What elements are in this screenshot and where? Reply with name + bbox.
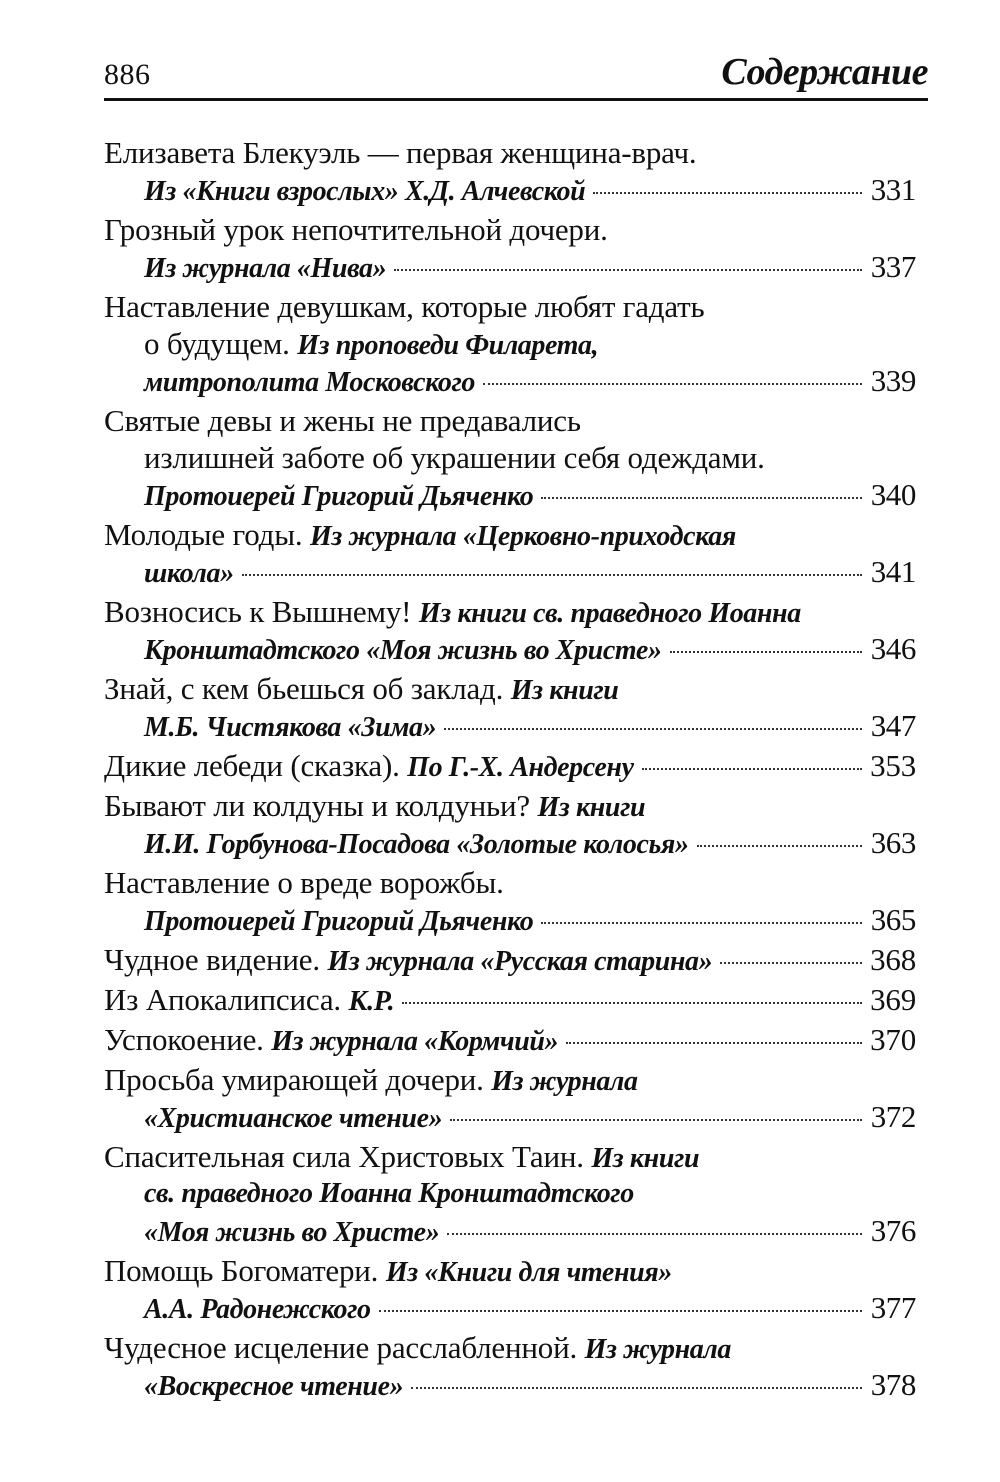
table-of-contents bbox=[104, 134, 916, 1406]
entry-title: Из Апокалипсиса. bbox=[104, 982, 341, 1017]
entry-source: Из «Книги для чтения» bbox=[385, 1257, 672, 1288]
entry-page-number: 339 bbox=[870, 363, 916, 398]
entry-title: Знай, с кем бьешься об заклад. bbox=[104, 671, 504, 706]
entry-source: Из книги св. праведного Иоанна bbox=[418, 598, 801, 629]
dot-leader bbox=[394, 269, 862, 271]
entry-page-number: 337 bbox=[870, 249, 916, 284]
dot-leader bbox=[444, 728, 862, 730]
entry-source: Из журнала bbox=[584, 1334, 731, 1365]
dot-leader bbox=[402, 1002, 862, 1004]
entry-page-number: 341 bbox=[870, 554, 916, 589]
entry-title: Святые девы и жены не предавались bbox=[104, 403, 581, 438]
entry-page-number: 347 bbox=[870, 708, 916, 743]
dot-leader bbox=[541, 922, 862, 924]
entry-title: Грозный урок непочтительной дочери. bbox=[104, 212, 608, 247]
entry-page-number: 331 bbox=[870, 172, 916, 207]
entry-title: Наставление о вреде ворожбы. bbox=[104, 865, 504, 900]
entry-title: Успокоение. bbox=[104, 1022, 264, 1057]
entry-source-continued: «Моя жизнь во Христе» bbox=[144, 1217, 440, 1248]
entry-source: Из журнала «Русская старина» bbox=[327, 946, 713, 977]
entry-page-number: 346 bbox=[870, 631, 916, 666]
entry-title: Просьба умирающей дочери. bbox=[104, 1062, 484, 1097]
entry-page-number: 363 bbox=[870, 825, 916, 860]
entry-page-number: 368 bbox=[870, 942, 916, 977]
entry-source-continued: И.И. Горбунова-Посадова «Золотые колосья» bbox=[144, 829, 689, 860]
entry-page-number: 378 bbox=[870, 1367, 916, 1402]
entry-source: По Г.-Х. Андерсену bbox=[407, 752, 634, 783]
entry-page-number: 365 bbox=[870, 902, 916, 937]
dot-leader bbox=[483, 383, 862, 385]
toc-entry bbox=[104, 1329, 916, 1403]
dot-leader bbox=[642, 768, 862, 770]
page-number: 886 bbox=[104, 58, 151, 91]
entry-page-number: 372 bbox=[870, 1099, 916, 1134]
toc-entry bbox=[104, 288, 916, 399]
entry-source-continued: школа» bbox=[144, 558, 234, 589]
dot-leader bbox=[447, 1233, 862, 1235]
entry-source: Протоиерей Григорий Дьяченко bbox=[144, 481, 534, 512]
toc-entry bbox=[104, 1061, 916, 1135]
dot-leader bbox=[566, 1042, 862, 1044]
entry-title: Дикие лебеди (сказка). bbox=[104, 748, 400, 783]
entry-title: Чудесное исцеление расслабленной. bbox=[104, 1330, 578, 1365]
dot-leader bbox=[720, 962, 862, 964]
toc-entry bbox=[104, 1021, 916, 1058]
entry-source: Из журнала bbox=[491, 1066, 638, 1097]
toc-entry bbox=[104, 670, 916, 744]
entry-title: Возносись к Вышнему! bbox=[104, 594, 412, 629]
toc-entry bbox=[104, 941, 916, 978]
entry-source-continued: Кронштадтского «Моя жизнь во Христе» bbox=[144, 635, 662, 666]
toc-entry bbox=[104, 516, 916, 590]
toc-entry bbox=[104, 211, 916, 285]
toc-entry bbox=[104, 1252, 916, 1326]
toc-entry bbox=[104, 402, 916, 513]
entry-source: Из проповеди Филарета, bbox=[297, 330, 599, 361]
entry-title: Спасительная сила Христовых Таин. bbox=[104, 1139, 584, 1174]
entry-source-continued: св. праведного Иоанна Кронштадтского bbox=[144, 1178, 634, 1209]
entry-page-number: 377 bbox=[870, 1290, 916, 1325]
entry-source: Протоиерей Григорий Дьяченко bbox=[144, 906, 534, 937]
entry-page-number: 353 bbox=[870, 748, 916, 783]
toc-entry bbox=[104, 981, 916, 1018]
entry-title-continued: излишней заботе об украшении себя одеждами. bbox=[144, 440, 765, 475]
entry-title: Елизавета Блекуэль — первая женщина-врач. bbox=[104, 135, 697, 170]
dot-leader bbox=[697, 845, 862, 847]
entry-page-number: 369 bbox=[870, 982, 916, 1017]
toc-entry bbox=[104, 1138, 916, 1249]
entry-source: Из журнала «Церковно-приходская bbox=[309, 521, 736, 552]
page-header bbox=[104, 48, 928, 101]
entry-page-number: 376 bbox=[870, 1213, 916, 1248]
entry-title: Наставление девушкам, которые любят гадать bbox=[104, 289, 705, 324]
entry-source-continued: «Христианское чтение» bbox=[144, 1103, 443, 1134]
dot-leader bbox=[379, 1310, 862, 1312]
toc-entry bbox=[104, 787, 916, 861]
entry-source: Из журнала «Нива» bbox=[144, 253, 387, 284]
entry-source: К.Р. bbox=[348, 986, 395, 1017]
entry-source: Из книги bbox=[537, 792, 646, 823]
entry-title: Помощь Богоматери. bbox=[104, 1253, 379, 1288]
entry-source-continued: «Воскресное чтение» bbox=[144, 1371, 404, 1402]
toc-entry bbox=[104, 747, 916, 784]
entry-title: Бывают ли колдуны и колдуньи? bbox=[104, 788, 530, 823]
dot-leader bbox=[593, 192, 862, 194]
running-title: Содержание bbox=[721, 51, 928, 93]
dot-leader bbox=[242, 574, 862, 576]
entry-source-continued: М.Б. Чистякова «Зима» bbox=[144, 712, 437, 743]
entry-page-number: 340 bbox=[870, 477, 916, 512]
entry-source: Из книги bbox=[591, 1143, 700, 1174]
toc-entry bbox=[104, 134, 916, 208]
entry-title-continued: о будущем. bbox=[144, 326, 290, 361]
toc-entry bbox=[104, 864, 916, 938]
toc-entry bbox=[104, 593, 916, 667]
entry-source-continued: митрополита Московского bbox=[144, 367, 476, 398]
entry-source-continued: А.А. Радонежского bbox=[144, 1294, 371, 1325]
dot-leader bbox=[450, 1119, 862, 1121]
entry-title: Молодые годы. bbox=[104, 517, 303, 552]
dot-leader bbox=[541, 497, 862, 499]
dot-leader bbox=[670, 651, 862, 653]
entry-title: Чудное видение. bbox=[104, 942, 320, 977]
entry-page-number: 370 bbox=[870, 1022, 916, 1057]
dot-leader bbox=[411, 1387, 862, 1389]
entry-source: Из книги bbox=[510, 675, 619, 706]
entry-source: Из журнала «Кормчий» bbox=[271, 1026, 559, 1057]
entry-source: Из «Книги взрослых» Х.Д. Алчевской bbox=[144, 176, 586, 207]
